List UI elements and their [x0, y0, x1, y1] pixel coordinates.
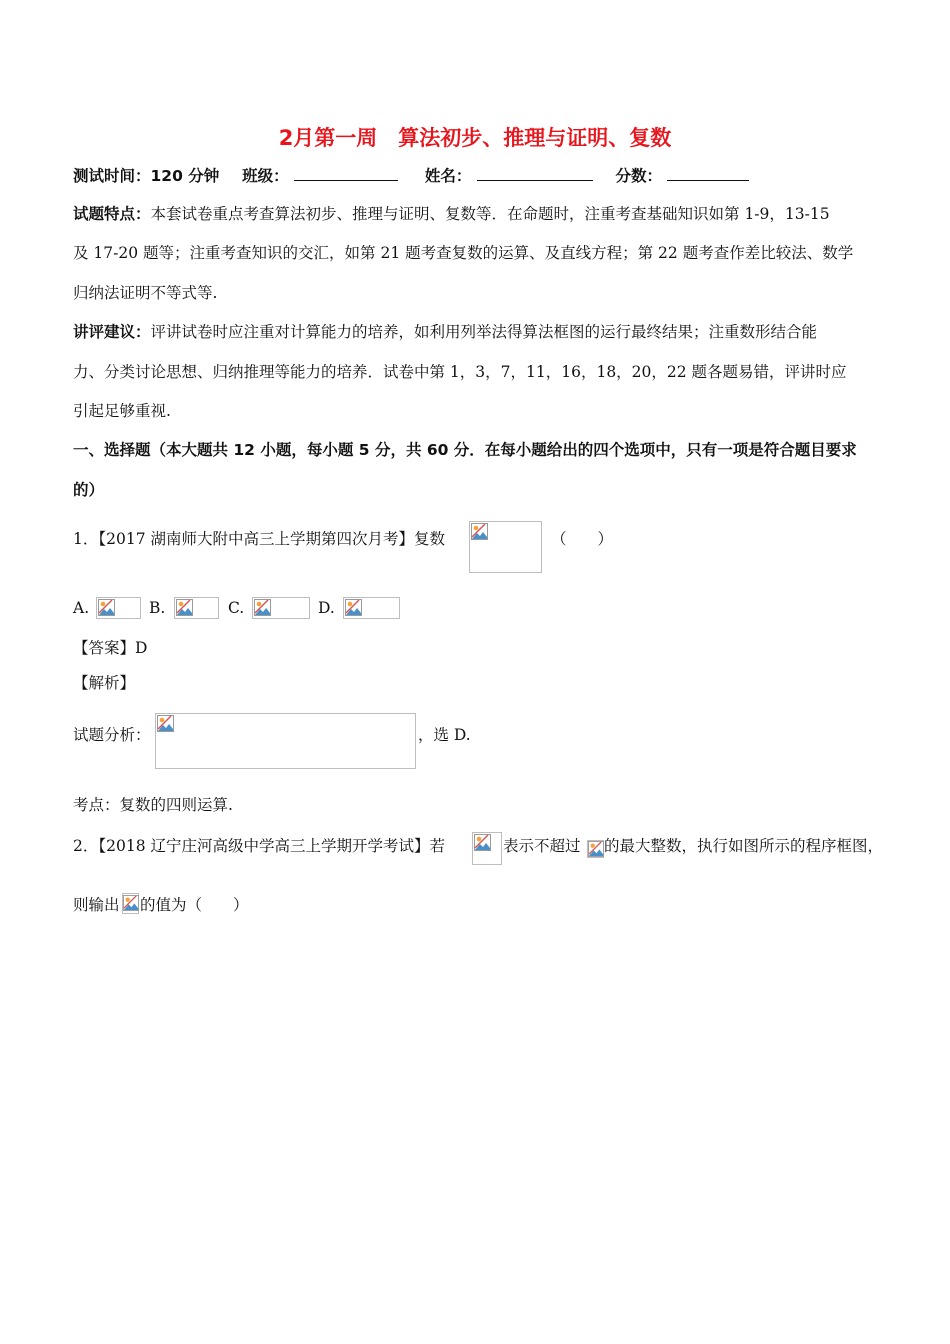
question-1-analysis-suffix: ，选 D. — [418, 726, 471, 744]
page-title: 2月第一周 算法初步、推理与证明、复数 — [278, 126, 672, 150]
broken-image-icon — [98, 599, 115, 616]
name-label: 姓名： — [424, 167, 472, 185]
section-heading-line-2: 的） — [73, 481, 105, 499]
broken-image-icon — [588, 841, 604, 857]
class-label: 班级： — [242, 167, 289, 185]
question-2-stem-mid: 表示不超过 — [503, 837, 581, 855]
broken-image-icon — [471, 523, 488, 540]
time-label: 测试时间：120 分钟 — [73, 167, 220, 185]
question-1-stem: 1．【2017 湖南师大附中高三上学期第四次月考】复数 — [73, 530, 445, 548]
question-1-kaodian: 考点：复数的四则运算. — [73, 796, 233, 814]
features-line-1 — [73, 202, 830, 224]
question-2-line-2-prefix: 则输出 — [73, 896, 120, 914]
option-a-label: A. — [73, 599, 90, 617]
option-d-label: D. — [318, 599, 335, 617]
option-b-label: B. — [149, 599, 166, 617]
advice-label: 讲评建议： — [73, 323, 151, 341]
option-a-image — [96, 597, 141, 619]
question-1-analysis-heading: 【解析】 — [73, 674, 136, 692]
question-1-answer: 【答案】D — [73, 639, 148, 657]
question-2-line-2-suffix: 的值为（ ） — [140, 896, 249, 914]
advice-line-2: 力、分类讨论思想、归纳推理等能力的培养．试卷中第 1，3，7，11，16，18，20，22 题各题易错，评讲时应 — [73, 363, 847, 381]
broken-image-icon — [123, 895, 139, 911]
question-1-paren: （ ） — [551, 530, 614, 548]
option-b-image — [174, 597, 219, 619]
score-blank[interactable] — [667, 166, 749, 181]
question-1-analysis-prefix: 试题分析： — [73, 726, 151, 744]
option-c-label: C. — [228, 599, 245, 617]
question-2-stem-end: 的最大整数，执行如图所示的程序框图， — [604, 837, 884, 855]
score-label: 分数： — [615, 167, 663, 185]
option-c-image — [252, 597, 310, 619]
question-2-x-image — [587, 840, 604, 858]
advice-text-1: 评讲试卷时应注重对计算能力的培养，如利用列举法得算法框图的运行最终结果；注重数形结合能 — [150, 323, 818, 341]
question-2-stem-start: 2．【2018 辽宁庄河高级中学高三上学期开学考试】若 — [73, 837, 445, 855]
question-2-floor-image — [472, 832, 502, 865]
name-blank[interactable] — [477, 166, 593, 181]
features-line-3: 归纳法证明不等式等. — [73, 284, 218, 302]
exam-info-row — [73, 164, 749, 186]
features-text-1: 本套试卷重点考查算法初步、推理与证明、复数等．在命题时，注重考查基础知识如第 1-9，13-15 — [150, 205, 830, 223]
question-1-formula-image — [469, 521, 542, 573]
broken-image-icon — [474, 834, 491, 851]
class-blank[interactable] — [294, 166, 398, 181]
option-d-image — [343, 597, 400, 619]
question-1-analysis-image — [155, 713, 416, 769]
broken-image-icon — [254, 599, 271, 616]
broken-image-icon — [157, 715, 174, 732]
broken-image-icon — [345, 599, 362, 616]
advice-line-1 — [73, 320, 817, 342]
question-2-output-var-image — [122, 893, 139, 914]
features-label: 试题特点： — [73, 205, 151, 223]
advice-line-3: 引起足够重视. — [73, 402, 171, 420]
features-line-2: 及 17-20 题等；注重考查知识的交汇，如第 21 题考查复数的运算、及直线方程；第 22 题考查作差比较法、数学 — [73, 244, 854, 262]
section-heading-line-1: 一、选择题（本大题共 12 小题，每小题 5 分，共 60 分．在每小题给出的四个选项中，只有一项是符合题目要求 — [73, 441, 857, 459]
broken-image-icon — [176, 599, 193, 616]
